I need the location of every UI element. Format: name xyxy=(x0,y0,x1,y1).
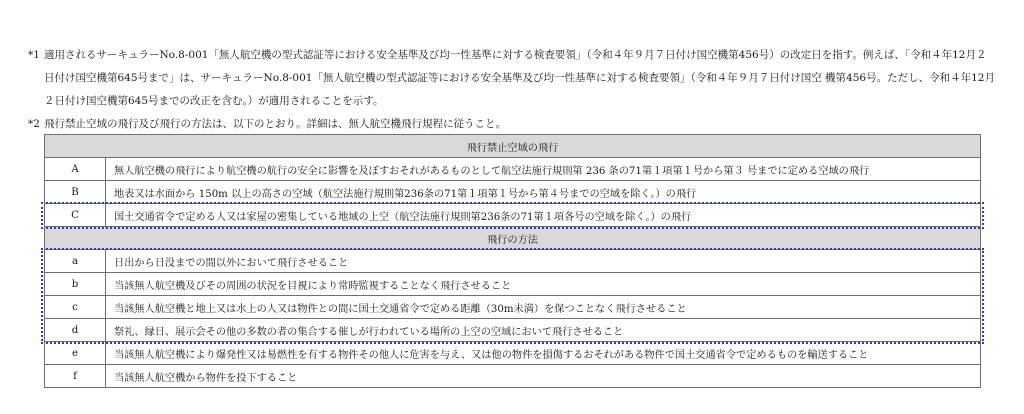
row-text: 無人航空機の飛行により航空機の航行の安全に影響を及ぼすおそれがあるものとして航空法施行規則第 236 条の71第１項第１号から第３ 号までに定める空域の飛行 xyxy=(106,158,981,181)
table-row xyxy=(45,296,981,319)
table-row xyxy=(45,342,981,365)
row-text: 当該無人航空機及びその周囲の状況を目視により常時監視することなく飛行させること xyxy=(106,273,981,296)
footnote-2 xyxy=(28,113,996,136)
footnote-mark: *1 xyxy=(28,49,40,61)
table-row xyxy=(45,365,981,388)
row-key: b xyxy=(45,273,106,296)
section-title-flight-methods: 飛行の方法 xyxy=(45,227,981,250)
table-row xyxy=(45,319,981,342)
table-section-header xyxy=(45,135,981,158)
row-key: e xyxy=(45,342,106,365)
row-text: 地表又は水面から 150m 以上の高さの空域（航空法施行規則第236条の71第１項第１号から第４号までの空域を除く。）の飛行 xyxy=(106,181,981,204)
row-key: A xyxy=(45,158,106,181)
row-text: 国土交通省令で定める人又は家屋の密集している地域の上空（航空法施行規則第236条の71第１項各号の空域を除く。）の飛行 xyxy=(106,204,981,227)
row-key: C xyxy=(45,204,106,227)
flight-rules-table xyxy=(44,134,981,388)
table-row xyxy=(45,204,981,227)
row-text: 日出から日没までの間以外において飛行させること xyxy=(106,250,981,273)
row-text: 当該無人航空機により爆発性又は易燃性を有する物件その他人に危害を与え、又は他の物件を損傷するおそれがある物件で国土交通省令で定めるものを輸送すること xyxy=(106,342,981,365)
footnotes xyxy=(28,44,996,136)
table-row xyxy=(45,158,981,181)
table-row xyxy=(45,181,981,204)
footnote-1 xyxy=(28,44,996,113)
footnote-text: 飛行禁止空域の飛行及び飛行の方法は、以下のとおり。詳細は、無人航空機飛行規程に従うこと。 xyxy=(44,118,506,130)
table-row xyxy=(45,273,981,296)
section-title-prohibited-airspace: 飛行禁止空域の飛行 xyxy=(45,135,981,158)
row-key: a xyxy=(45,250,106,273)
row-text: 当該無人航空機と地上又は水上の人又は物件との間に国土交通省令で定める距離（30m未満）を保つことなく飛行させること xyxy=(106,296,981,319)
footnote-mark: *2 xyxy=(28,118,40,130)
table-row xyxy=(45,250,981,273)
row-key: d xyxy=(45,319,106,342)
row-text: 当該無人航空機から物件を投下すること xyxy=(106,365,981,388)
row-text: 祭礼、縁日、展示会その他の多数の者の集合する催しが行われている場所の上空の空域において飛行させること xyxy=(106,319,981,342)
row-key: B xyxy=(45,181,106,204)
footnote-text: 適用されるサーキュラーNo.8-001「無人航空機の型式認証等における安全基準及び均一性基準に対する検査要領」（令和４年９月７日付け国空機第456号）の改定日を指す。例えば、「令和４年12月２日付け国空機第645号まで」は、サーキュラーNo.8-001「無人航空機の型式認証等における安全基準及び均一性基準に対する検査要領」（令和４年９月７日付け国空 機第456号。ただし、令和４年12月２日付け国空機第645号までの改正を含む。）が適用されることを示す。 xyxy=(44,49,995,107)
row-key: f xyxy=(45,365,106,388)
table-section-header xyxy=(45,227,981,250)
row-key: c xyxy=(45,296,106,319)
